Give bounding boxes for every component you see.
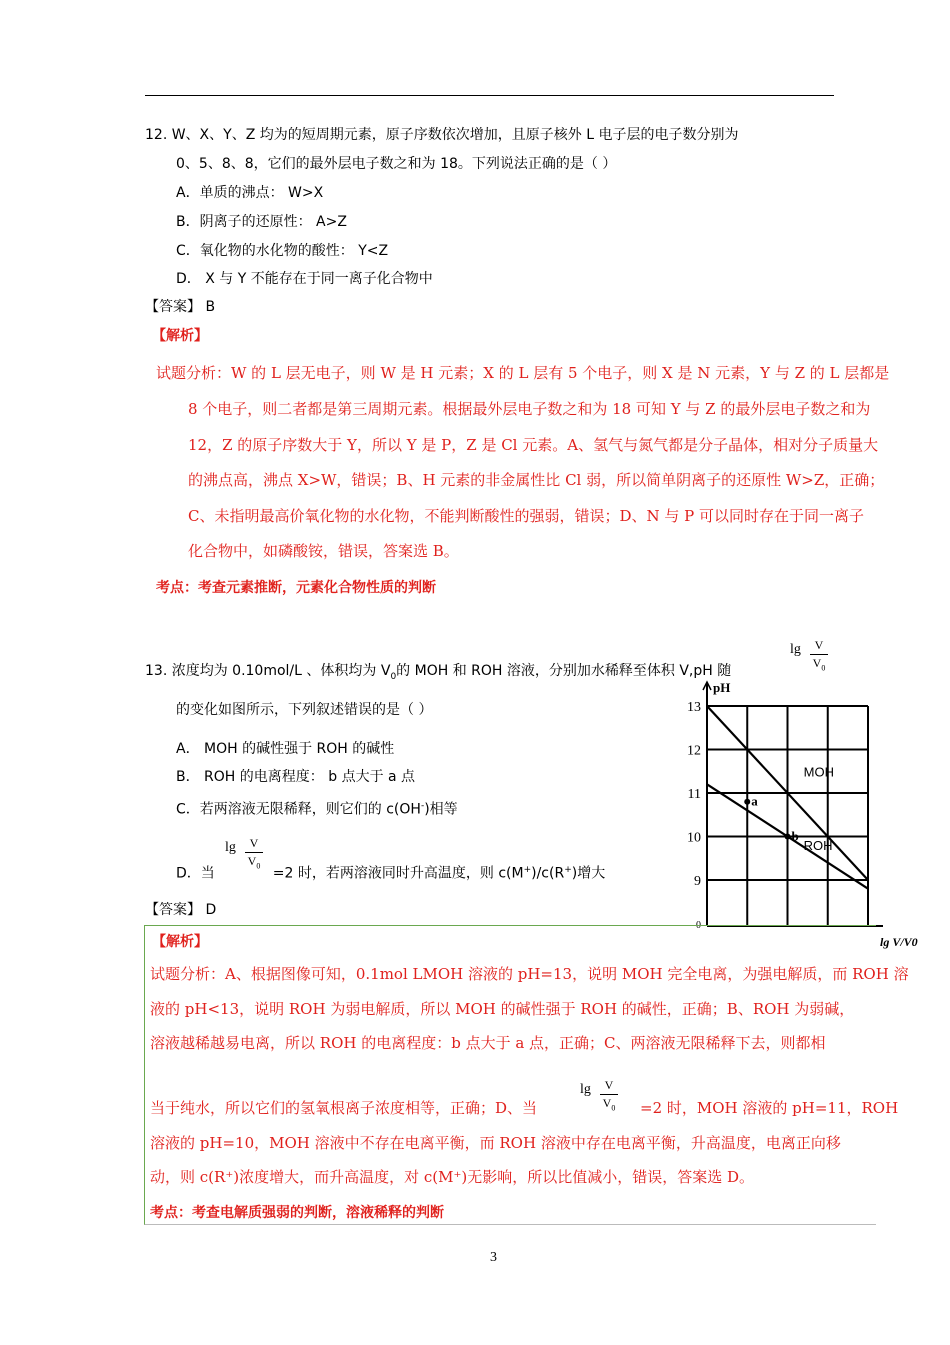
opt-c-text: C．若两溶液无限稀释，则它们的 c(OH (176, 801, 421, 818)
q13-option-a: A． MOH 的碱性强于 ROH 的碱性 (176, 741, 395, 757)
y-tick-label: 11 (687, 787, 701, 802)
q13-option-b: B． ROH 的电离程度： b 点大于 a 点 (176, 769, 416, 785)
page-number: 3 (490, 1250, 497, 1265)
q12-point: 考点：考查元素推断，元素化合物性质的判断 (156, 580, 436, 596)
q12-answer: 【答案】 B (145, 299, 216, 315)
q12-analysis-line: 12，Z 的原子序数大于 Y，所以 Y 是 P，Z 是 Cl 元素。A、氢气与氮气都是分子晶体，相对分子质量大 (188, 436, 879, 454)
y-tick-label: 9 (694, 874, 701, 889)
y-tick-label: 10 (687, 830, 701, 846)
y-tick-label: 12 (687, 743, 701, 759)
q13-analysis-line: 溶液的 pH=10，MOH 溶液中不存在电离平衡，而 ROH 溶液中存在电离平衡，升高温度，电离正向移 (150, 1134, 841, 1152)
den-v: V (247, 854, 257, 868)
q12-option-c: C．氧化物的水化物的酸性： Y<Z (176, 243, 389, 259)
q13-point: 考点：考查电解质强弱的判断，溶液稀释的判断 (150, 1205, 444, 1221)
q12-stem-line1: 12. W、X、Y、Z 均为的短周期元素，原子序数依次增加，且原子核外 L 电子层的电子数分别为 (145, 127, 739, 143)
point-label-a: a (751, 793, 758, 809)
q13-analysis-title: 【解析】 (152, 934, 208, 950)
opt-d-mid2: )/c(R (531, 865, 565, 882)
series-label-moh: MOH (803, 764, 834, 780)
den-sub: 0 (611, 1103, 616, 1113)
den-v: V (602, 1096, 612, 1110)
q13-stem-part: 13. 浓度均为 0.10mol/L 、体积均为 V (145, 663, 391, 679)
q13-option-d (176, 860, 605, 884)
q12-analysis-title: 【解析】 (152, 328, 208, 344)
q12-option-a: A．单质的沸点： W>X (176, 185, 324, 201)
lg-label: lg (790, 642, 801, 657)
den-v: V (812, 656, 822, 670)
y-tick-label: 0 (696, 920, 701, 931)
fraction-numerator: V (814, 638, 824, 652)
lg-label: lg (225, 840, 236, 855)
q12-analysis-line: 试题分析：W 的 L 层无电子，则 W 是 H 元素；X 的 L 层有 5 个电子，则 X 是 N 元素，Y 与 Z 的 L 层都是 (156, 364, 890, 382)
q12-analysis-line: 化合物中，如磷酸铵，错误，答案选 B。 (188, 542, 459, 560)
x-axis-label: lg V/V0 (880, 935, 918, 949)
opt-c-end: )相等 (424, 801, 458, 818)
fraction-bar (600, 1094, 618, 1095)
opt-d-start: D．当 (176, 865, 215, 882)
opt-d-sup2: + (564, 865, 572, 875)
den-sub: 0 (256, 861, 261, 871)
q13-analysis-line: 试题分析：A、根据图像可知，0.1mol LMOH 溶液的 pH=13，说明 MOH 完全电离，为强电解质，而 ROH 溶 (150, 965, 909, 983)
opt-d-mid: =2 时，若两溶液同时升高温度，则 c(M (272, 865, 524, 882)
ph-dilution-chart (680, 648, 930, 968)
q13-analysis-line: =2 时，MOH 溶液的 pH=11，ROH (640, 1099, 899, 1117)
q13-option-c (176, 796, 458, 820)
fraction-denominator (600, 1096, 618, 1112)
lg-label: lg (580, 1082, 591, 1097)
header-rule (145, 95, 834, 96)
q13-stem-line1 (145, 661, 731, 687)
q12-analysis-line: 的沸点高，沸点 X>W，错误；B、H 元素的非金属性比 Cl 弱，所以简单阴离子的还原性 W>Z，正确； (188, 471, 885, 489)
opt-d-sup1: + (523, 865, 532, 875)
q12-stem-line2: 0、5、8、8，它们的最外层电子数之和为 18。下列说法正确的是（ ） (176, 156, 617, 172)
fraction-numerator: V (249, 836, 259, 850)
y-axis-label: pH (713, 680, 731, 695)
q13-stem-sub: 0 (390, 671, 397, 682)
q13-analysis-line: 当于纯水，所以它们的氢氧根离子浓度相等，正确；D、当 (150, 1099, 538, 1117)
y-tick-label: 13 (687, 700, 701, 715)
q13-analysis-line: 溶液越稀越易电离，所以 ROH 的电离程度：b 点大于 a 点，正确；C、两溶液无限稀释下去，则都相 (150, 1034, 826, 1052)
q13-stem-rest: 的 MOH 和 ROH 溶液，分别加水稀释至体积 V,pH 随 (396, 663, 732, 679)
point-label-b: b (791, 828, 799, 844)
q13-analysis-line: 动，则 c(R⁺)浓度增大，而升高温度，对 c(M⁺)无影响，所以比值减小，错误，答案选 D。 (150, 1168, 755, 1186)
q12-option-b: B．阴离子的还原性： A>Z (176, 214, 347, 230)
opt-d-end: )增大 (571, 865, 606, 882)
q12-analysis-line: 8 个电子，则二者都是第三周期元素。根据最外层电子数之和为 18 可知 Y 与 Z 的最外层电子数之和为 (188, 400, 871, 418)
den-sub: 0 (821, 663, 826, 673)
q13-analysis-line: 液的 pH<13，说明 ROH 为弱电解质，所以 MOH 的碱性强于 ROH 的碱性，正确；B、ROH 为弱碱， (150, 1000, 855, 1018)
q12-option-d: D． X 与 Y 不能存在于同一离子化合物中 (176, 271, 433, 287)
series-label-roh: ROH (803, 838, 833, 854)
q13-analysis-fraction (580, 1078, 630, 1118)
opt-c-sup: - (420, 801, 425, 811)
q13-answer: 【答案】 D (145, 902, 217, 918)
fraction-bar (245, 852, 263, 853)
fraction-numerator: V (604, 1078, 614, 1092)
point-b (785, 834, 791, 840)
q12-analysis-line: C、未指明最高价氧化物的水化物，不能判断酸性的强弱，错误；D、N 与 P 可以同时存在于同一离子 (188, 507, 865, 525)
point-a (744, 799, 750, 805)
q13-stem-line2: 的变化如图所示，下列叙述错误的是（ ） (176, 702, 433, 718)
